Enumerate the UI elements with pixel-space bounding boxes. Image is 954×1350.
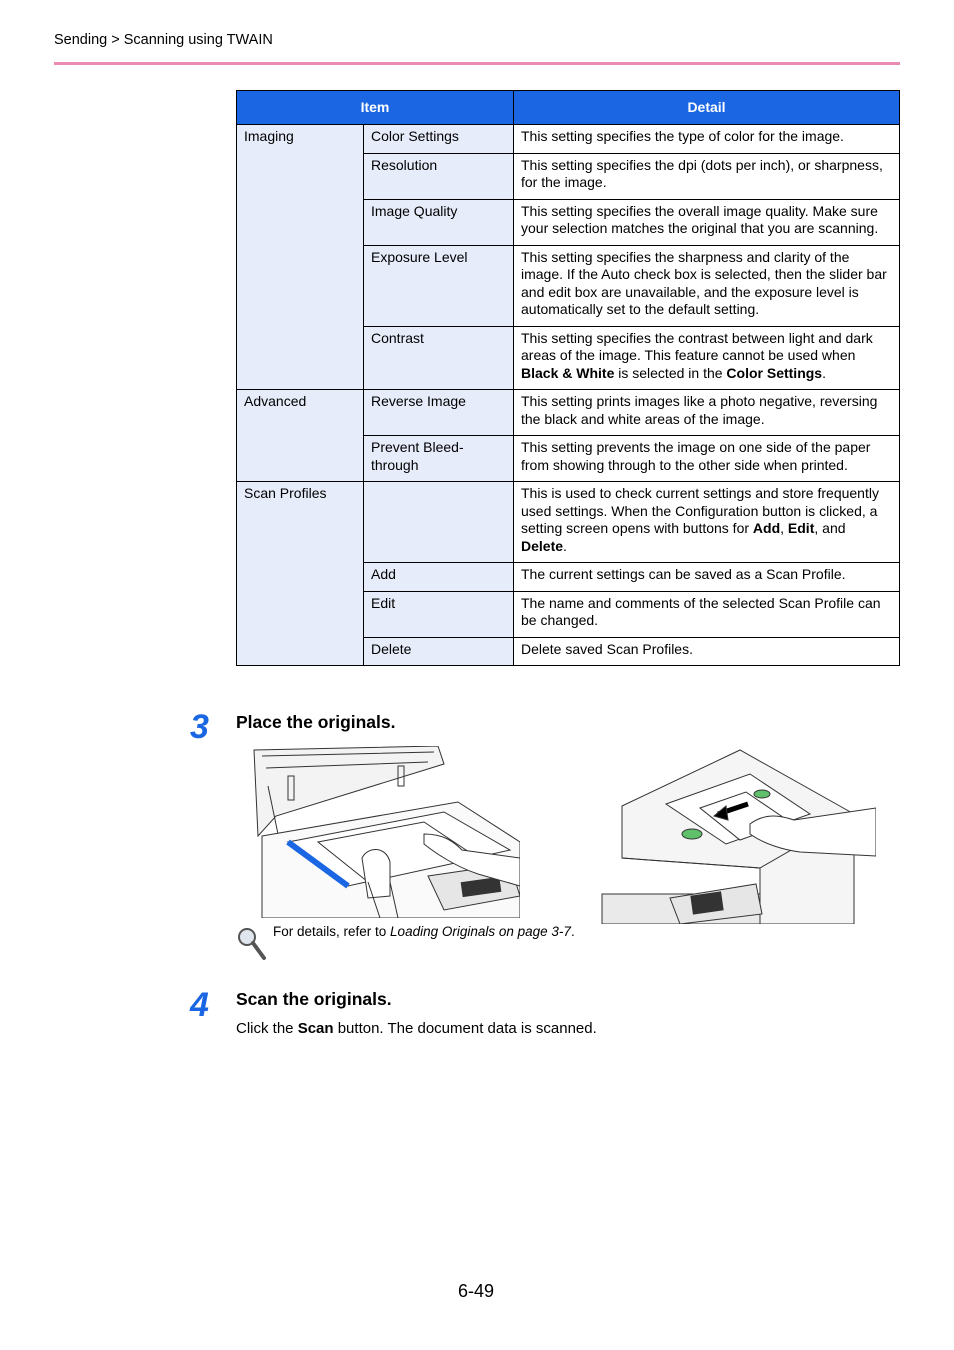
bold-delete: Delete	[521, 537, 564, 554]
item-contrast: Contrast	[364, 326, 514, 390]
note-link[interactable]: Loading Originals on page 3-7	[390, 924, 571, 939]
detail-delete: Delete saved Scan Profiles.	[514, 637, 900, 666]
detail-reverse-image: This setting prints images like a photo negative, reversing the black and white areas of the image.	[514, 390, 900, 436]
detail-exposure-level: This setting specifies the sharpness and clarity of the image. If the Auto check box is selected, then the slider bar and edit box are unavailable, and the exposure level is automatically set to the default setting.	[514, 245, 900, 326]
item-resolution: Resolution	[364, 153, 514, 199]
group-imaging: Imaging	[237, 125, 364, 390]
detail-contrast	[514, 326, 900, 390]
scan-profiles-spacer	[364, 482, 514, 563]
sep-2: , and	[814, 520, 846, 536]
document-processor-illustration	[600, 748, 876, 924]
step-4-text-a: Click the	[236, 1020, 298, 1037]
step-3-title: Place the originals.	[236, 712, 396, 732]
note-prefix: For details, refer to	[273, 924, 391, 939]
bold-edit: Edit	[787, 520, 815, 536]
step-4-number: 4	[190, 986, 209, 1024]
detail-resolution: This setting specifies the dpi (dots per inch), or sharpness, for the image.	[514, 153, 900, 199]
step-3-number: 3	[190, 708, 209, 746]
step-4-text-c: button. The document data is scanned.	[333, 1020, 597, 1037]
item-add: Add	[364, 563, 514, 592]
group-scan-profiles: Scan Profiles	[237, 482, 364, 666]
detail-image-quality: This setting specifies the overall image quality. Make sure your selection matches the original that you are scanning.	[514, 199, 900, 245]
table-row	[237, 482, 900, 563]
detail-scan-profiles-end: .	[563, 537, 567, 554]
detail-color-settings: This setting specifies the type of color for the image.	[514, 125, 900, 154]
bold-scan: Scan	[297, 1020, 334, 1037]
breadcrumb: Sending > Scanning using TWAIN	[54, 32, 273, 48]
header-detail: Detail	[514, 91, 900, 125]
magnifier-icon	[236, 926, 268, 962]
item-exposure-level: Exposure Level	[364, 245, 514, 326]
detail-contrast-text: This setting specifies the contrast between light and dark areas of the image. This feature cannot be used when	[521, 329, 873, 363]
item-image-quality: Image Quality	[364, 199, 514, 245]
item-color-settings: Color Settings	[364, 125, 514, 154]
group-advanced: Advanced	[237, 390, 364, 482]
detail-scan-profiles	[514, 482, 900, 563]
platen-illustration	[248, 746, 520, 918]
step-4-title: Scan the originals.	[236, 989, 392, 1009]
sep-1: ,	[780, 520, 788, 536]
item-prevent-bleed: Prevent Bleed-through	[364, 436, 514, 482]
bold-color-settings: Color Settings	[726, 364, 823, 381]
detail-contrast-text-2: is selected in the	[614, 364, 727, 381]
table-row	[237, 390, 900, 436]
detail-scan-profiles-text: This is used to check current settings and store frequently used settings. When the Configuration button is clicked, a setting screen opens with buttons for	[521, 485, 879, 536]
header-item: Item	[237, 91, 514, 125]
detail-add: The current settings can be saved as a Scan Profile.	[514, 563, 900, 592]
item-delete: Delete	[364, 637, 514, 666]
table-header-row	[237, 91, 900, 125]
header-divider	[54, 62, 900, 65]
bold-add: Add	[752, 520, 781, 536]
note-suffix: .	[570, 924, 575, 939]
step-3-note	[273, 924, 575, 939]
detail-prevent-bleed: This setting prevents the image on one side of the paper from showing through to the other side when printed.	[514, 436, 900, 482]
item-edit: Edit	[364, 591, 514, 637]
bold-black-white: Black & White	[521, 364, 615, 381]
detail-edit: The name and comments of the selected Scan Profile can be changed.	[514, 591, 900, 637]
step-4-text	[236, 1020, 597, 1037]
twain-settings-table	[236, 90, 900, 666]
page-number: 6-49	[458, 1281, 495, 1301]
table-row	[237, 125, 900, 154]
detail-contrast-end: .	[822, 364, 826, 381]
item-reverse-image: Reverse Image	[364, 390, 514, 436]
